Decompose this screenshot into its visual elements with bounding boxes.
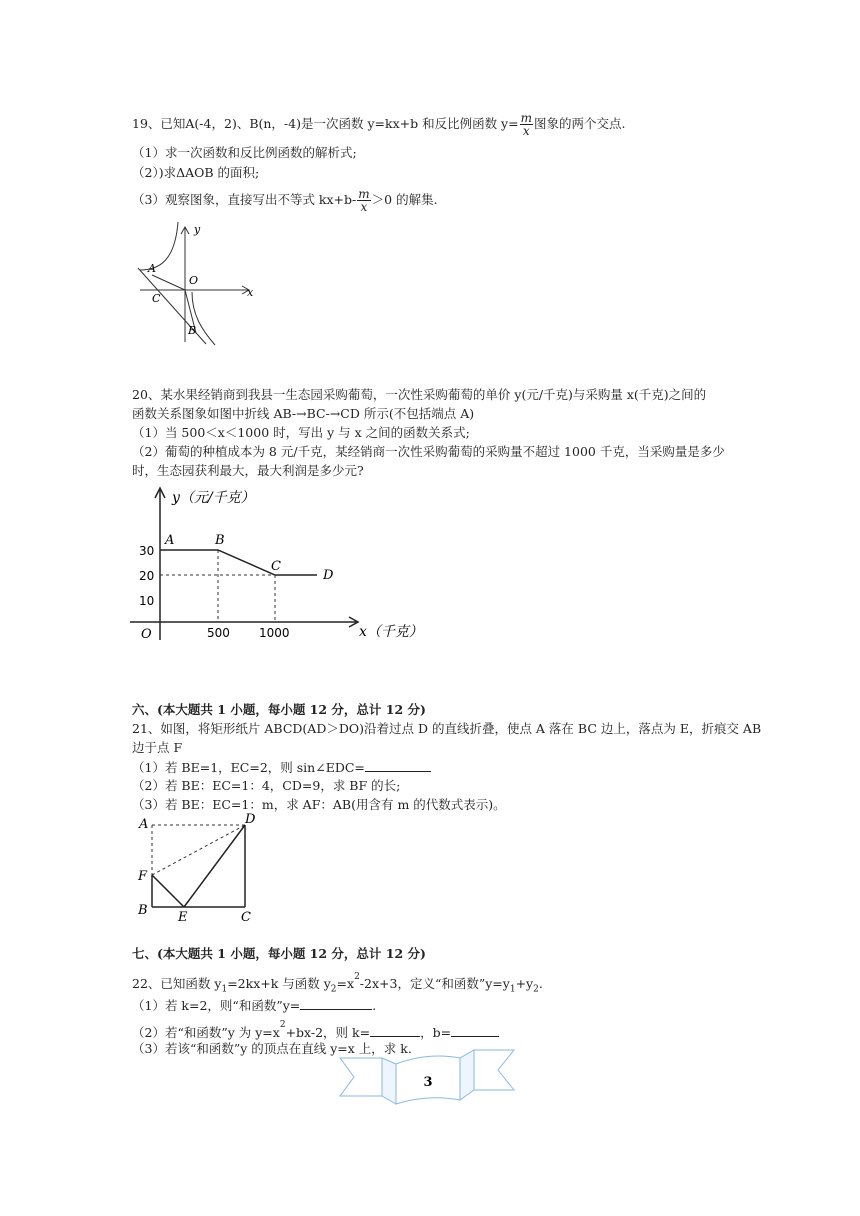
answer-blank: [451, 1024, 499, 1037]
q22-line1: 22、已知函数 $y_1=2kx+k$ 与函数 $y_2=x^2-2x+3$，定义“和函数$”y=y_1+y_2$.: [132, 972, 543, 995]
q19-figure: [130, 220, 265, 350]
page-number: 3: [423, 1075, 433, 1090]
q22-line2: （1）若 k=2，则“和函数”y= .: [132, 998, 377, 1013]
label-B: B: [188, 324, 197, 337]
q21-line2: 边于点 F: [132, 740, 183, 755]
label-x: x: [247, 286, 254, 299]
section-7-heading: 七、(本大题共 1 小题，每小题 12 分，总计 12 分): [132, 946, 426, 961]
q20-figure: [125, 480, 435, 645]
label-C: C: [271, 559, 281, 574]
label-D: D: [245, 812, 256, 827]
x-tick-1000: 1000: [259, 626, 290, 640]
q21-figure: [130, 810, 265, 925]
label-C: C: [241, 910, 251, 925]
q21-line4: （2）若 BE：EC=1：4，CD=9，求 BF 的长;: [132, 778, 401, 793]
q21-line5: （3）若 BE：EC=1：m，求 AF：AB(用含有 m 的代数式表示)。: [132, 797, 506, 812]
label-B: B: [138, 903, 148, 918]
answer-blank: [365, 759, 431, 772]
answer-blank: [370, 1024, 420, 1037]
label-A: A: [139, 817, 149, 832]
section-6-heading: 六、(本大题共 1 小题，每小题 12 分，总计 12 分): [132, 702, 426, 717]
label-F: F: [138, 869, 148, 884]
q20-line5: 时，生态园获利最大，最大利润是多少元?: [132, 463, 364, 478]
origin-label: O: [141, 627, 152, 642]
y-axis-label: y（元/千克）: [172, 490, 255, 506]
page-number-ribbon: [338, 1044, 518, 1116]
label-A: A: [165, 533, 175, 548]
q19-part2: （2）)求ΔAOB 的面积;: [132, 165, 260, 180]
answer-blank: [300, 997, 372, 1010]
fraction-m-over-x: $\frac{m}{x}$: [358, 187, 370, 214]
q22-line3: （2）若“和函数”y 为 $y=x^2+bx-2$，则 k= ，b=: [132, 1022, 499, 1041]
x-axis-label: x（千克）: [359, 624, 423, 640]
q21-line1: 21、如图，将矩形纸片 ABCD(AD＞DO)沿着过点 D 的直线折叠，使点 A 落在 BC 边上，落点为 E，折痕交 AB: [132, 721, 762, 736]
q20-line4: （2）葡萄的种植成本为 8 元/千克，某经销商一次性采购葡萄的采购量不超过 1000 千克，当采购量是多少: [132, 444, 725, 459]
q22-line4: （3）若该“和函数”y 的顶点在直线 y=x 上，求 k.: [132, 1041, 412, 1056]
label-A: A: [148, 262, 156, 275]
y-tick-20: 20: [139, 569, 155, 583]
label-E: E: [178, 910, 188, 925]
q20-line3: （1）当 500＜x＜1000 时，写出 y 与 x 之间的函数关系式;: [132, 425, 470, 440]
q21-line3: （1）若 BE=1，EC=2，则 sin∠EDC=: [132, 759, 431, 776]
fraction-m-over-x: $\frac{m}{x}$: [520, 111, 532, 138]
y-tick-30: 30: [139, 544, 155, 558]
q19-stem: 19、已知A(-4，2)、B(n，-4)是一次函数 y=kx+b 和反比例函数 y= $\frac{m}{x}$ 图象的两个交点.: [132, 111, 626, 138]
q20-line1: 20、某水果经销商到我县一生态园采购葡萄，一次性采购葡萄的单价 y(元/千克)与采购量 x(千克)之间的: [132, 387, 707, 402]
x-tick-500: 500: [207, 626, 230, 640]
q19-part1: （1）求一次函数和反比例函数的解析式;: [132, 145, 357, 160]
label-O: O: [189, 274, 199, 287]
q20-line2: 函数关系图象如图中折线 AB-→BC-→CD 所示(不包括端点 A): [132, 406, 475, 421]
y-tick-10: 10: [139, 594, 155, 608]
label-B: B: [215, 533, 225, 548]
label-y: y: [194, 223, 201, 236]
q19-part3: （3）观察图象，直接写出不等式 kx+b- $\frac{m}{x}$ ＞0 的解集.: [132, 187, 438, 214]
label-C: C: [152, 292, 161, 305]
label-D: D: [323, 568, 334, 583]
